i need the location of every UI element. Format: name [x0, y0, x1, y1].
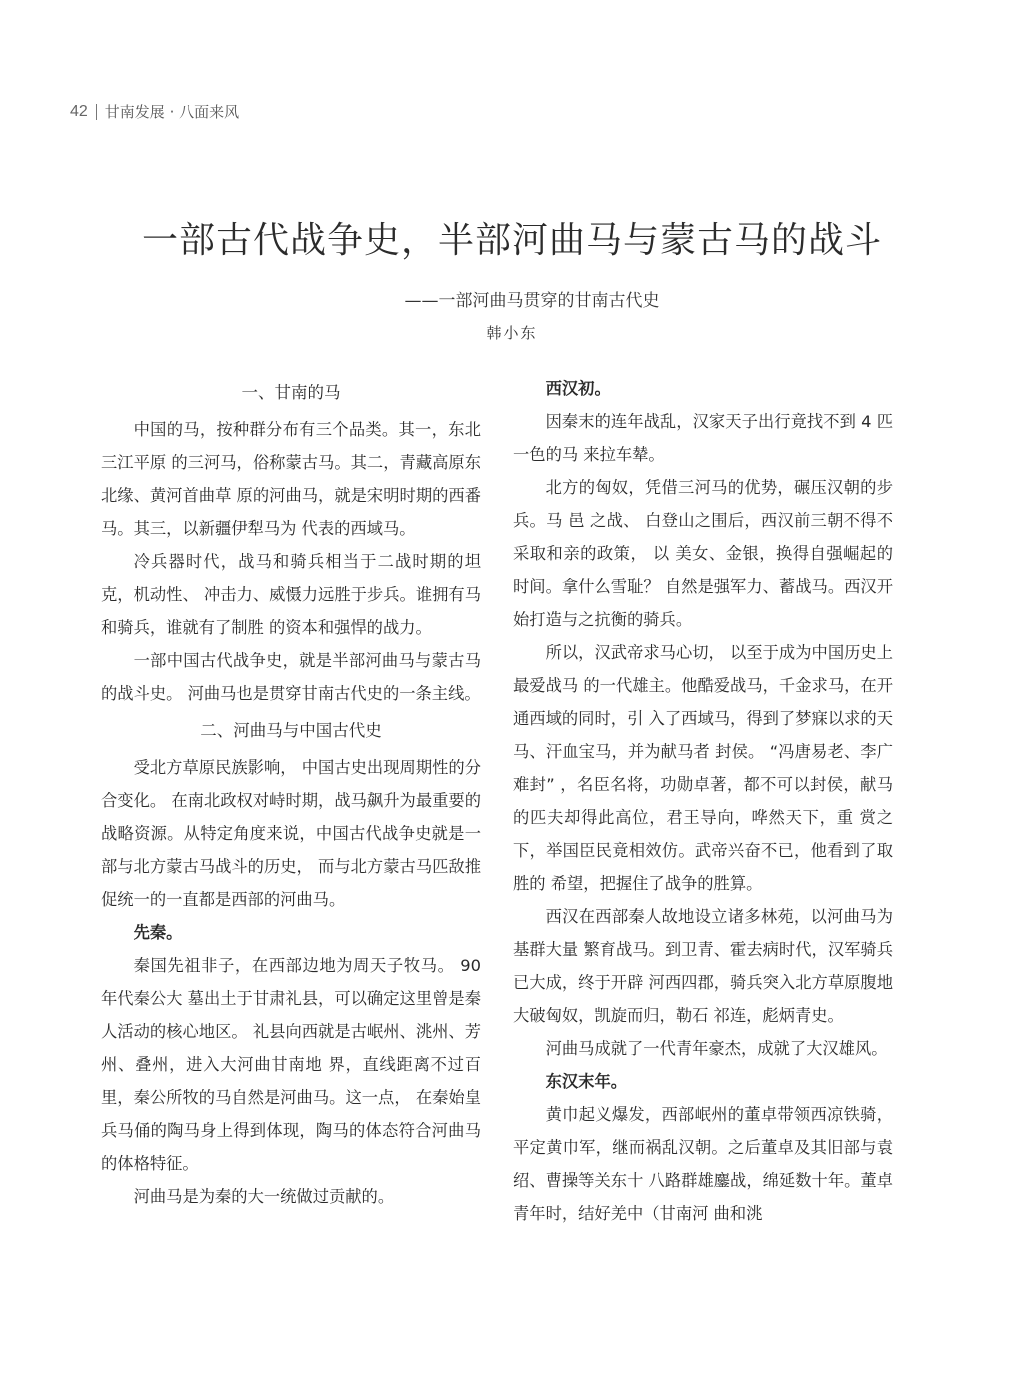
- subheading: 西汉初。: [545, 379, 611, 398]
- paragraph: 西汉在西部秦人故地设立诸多林苑，以河曲马为基群大量 繁育战马。到卫青、霍去病时代，汉军骑兵已大成，终于开辟 河西四郡，骑兵突入北方草原腹地大破匈奴，凯旋而归，勒石 祁连，彪炳青史。: [513, 907, 893, 1025]
- paragraph: 所以，汉武帝求马心切， 以至于成为中国历史上最爱战马 的一代雄主。他酷爱战马，千金求马，在开通西域的同时，引 入了西域马，得到了梦寐以求的天马、汗血宝马，并为献马者 封侯。 “冯唐易老、李广难封” ，名臣名将，功勋卓著，都不可以封侯，献马的匹夫却得此高位，君王导向，哗然天下，重 赏之下，举国臣民竟相效仿。武帝兴奋不已，他看到了取胜的 希望，把握住了战争的胜算。: [513, 643, 893, 893]
- article-author: 韩小东: [486, 324, 538, 342]
- section-heading-1: 一、甘南的马: [241, 383, 341, 402]
- running-header: [70, 101, 239, 122]
- article-title: 一部古代战争史，半部河曲马与蒙古马的战斗: [141, 220, 882, 261]
- paragraph: 河曲马是为秦的大一统做过贡献的。: [133, 1187, 395, 1206]
- page-number: 42: [70, 102, 88, 120]
- section-heading-2: 二、河曲马与中国古代史: [200, 721, 382, 740]
- paragraph: 一部中国古代战争史，就是半部河曲马与蒙古马的战斗史。 河曲马也是贯穿甘南古代史的一条主线。: [101, 651, 481, 703]
- left-column: [101, 372, 481, 1213]
- paragraph: 因秦末的连年战乱，汉家天子出行竟找不到 4 匹一色的马 来拉车辇。: [513, 412, 893, 464]
- header-divider: [96, 104, 97, 120]
- paragraph: 秦国先祖非子，在西部边地为周天子牧马。 90 年代秦公大 墓出土于甘肃礼县，可以确定这里曾是秦人活动的核心地区。 礼县向西就是古岷州、洮州、芳州、叠州，进入大河曲甘南地 界，直线距离不过百里，秦公所牧的马自然是河曲马。这一点， 在秦始皇兵马俑的陶马身上得到体现，陶马的体态符合河曲马 的体格特征。: [101, 956, 481, 1173]
- subheading: 东汉末年。: [545, 1072, 628, 1091]
- article-subtitle: ——一部河曲马贯穿的甘南古代史: [404, 291, 660, 311]
- right-column: [513, 372, 893, 1230]
- paragraph: 黄巾起义爆发，西部岷州的董卓带领西凉铁骑，平定黄巾军，继而祸乱汉朝。之后董卓及其旧部与袁绍、曹操等关东十 八路群雄鏖战，绵延数十年。董卓青年时，结好羌中（甘南河 曲和洮: [513, 1105, 893, 1223]
- paragraph: 受北方草原民族影响， 中国古史出现周期性的分合变化。 在南北政权对峙时期，战马飙升为最重要的战略资源。从特定角度来说，中国古代战争史就是一部与北方蒙古马战斗的历史， 而与北方蒙古马匹敌推促统一的一直都是西部的河曲马。: [101, 758, 481, 909]
- paragraph: 河曲马成就了一代青年豪杰，成就了大汉雄风。: [545, 1039, 888, 1058]
- section-name: 甘南发展 · 八面来风: [104, 103, 240, 121]
- paragraph: 冷兵器时代，战马和骑兵相当于二战时期的坦克，机动性、 冲击力、威慑力远胜于步兵。谁拥有马和骑兵，谁就有了制胜 的资本和强悍的战力。: [101, 552, 481, 637]
- paragraph: 中国的马，按种群分布有三个品类。其一，东北三江平原 的三河马，俗称蒙古马。其二，青藏高原东北缘、黄河首曲草 原的河曲马，就是宋明时期的西番马。其三，以新疆伊犁马为 代表的西域马。: [101, 420, 481, 538]
- paragraph: 北方的匈奴，凭借三河马的优势，碾压汉朝的步兵。马 邑 之战、 白登山之围后，西汉前三朝不得不采取和亲的政策， 以 美女、金银，换得自强崛起的时间。拿什么雪耻？ 自然是强军力、蓄战马。西汉开始打造与之抗衡的骑兵。: [513, 478, 893, 629]
- subheading: 先秦。: [133, 923, 183, 942]
